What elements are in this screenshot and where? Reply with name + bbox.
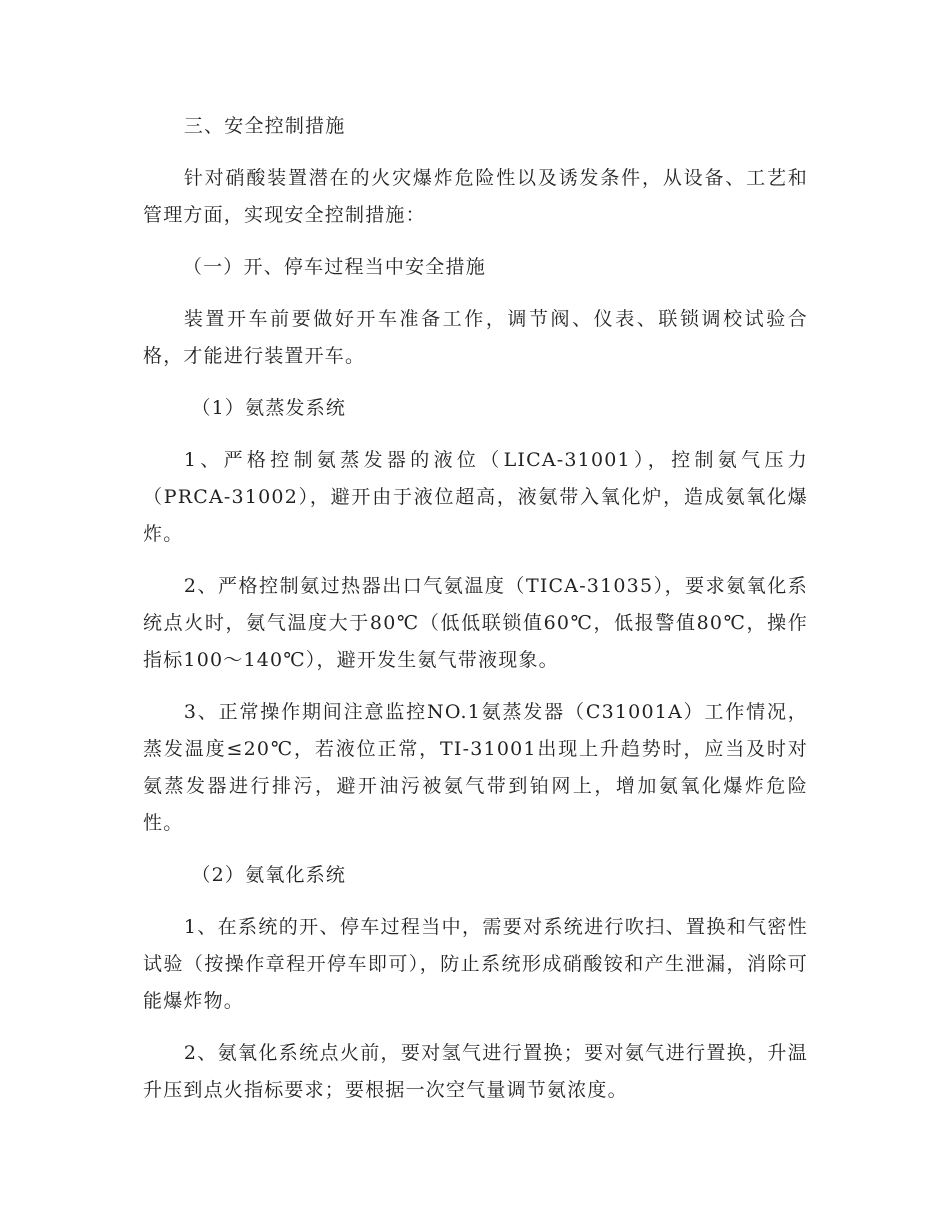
subsection-title: （一）开、停车过程当中安全措施 — [182, 256, 486, 278]
list-item: 3、正常操作期间注意监控NO.1氨蒸发器（C31001A）工作情况，蒸发温度≤20℃，若液位正常，TI-31001出现上升趋势时，应当及时对氨蒸发器进行排污，避开油污被氨气带到铂网上，增加氨氧化爆炸危险性。 — [143, 701, 808, 834]
list-item: 2、严格控制氨过热器出口气氨温度（TICA-31035），要求氨氧化系统点火时，氨气温度大于80℃（低低联锁值60℃，低报警值80℃，操作指标100～140℃），避开发生氨气带液现象。 — [143, 575, 808, 671]
list-item: 1、在系统的开、停车过程当中，需要对系统进行吹扫、置换和气密性试验（按操作章程开停车即可），防止系统形成硝酸铵和产生泄漏，消除可能爆炸物。 — [143, 916, 808, 1012]
intro-paragraph: 针对硝酸装置潜在的火灾爆炸危险性以及诱发条件，从设备、工艺和管理方面，实现安全控制措施： — [143, 167, 808, 226]
section-title: 三、安全控制措施 — [183, 115, 346, 137]
prep-paragraph: 装置开车前要做好开车准备工作，调节阀、仪表、联锁调校试验合格，才能进行装置开车。 — [143, 308, 808, 367]
document-body — [143, 108, 808, 1124]
list-item: 1、严格控制氨蒸发器的液位（LICA-31001），控制氨气压力（PRCA-31002），避开由于液位超高，液氨带入氧化炉，造成氨氧化爆炸。 — [143, 449, 808, 545]
list-item: 2、氨氧化系统点火前，要对氢气进行置换；要对氨气进行置换，升温升压到点火指标要求；要根据一次空气量调节氨浓度。 — [143, 1042, 808, 1101]
ammonia-evaporation-heading: （1）氨蒸发系统 — [191, 397, 347, 419]
ammonia-oxidation-heading: （2）氨氧化系统 — [191, 864, 347, 886]
